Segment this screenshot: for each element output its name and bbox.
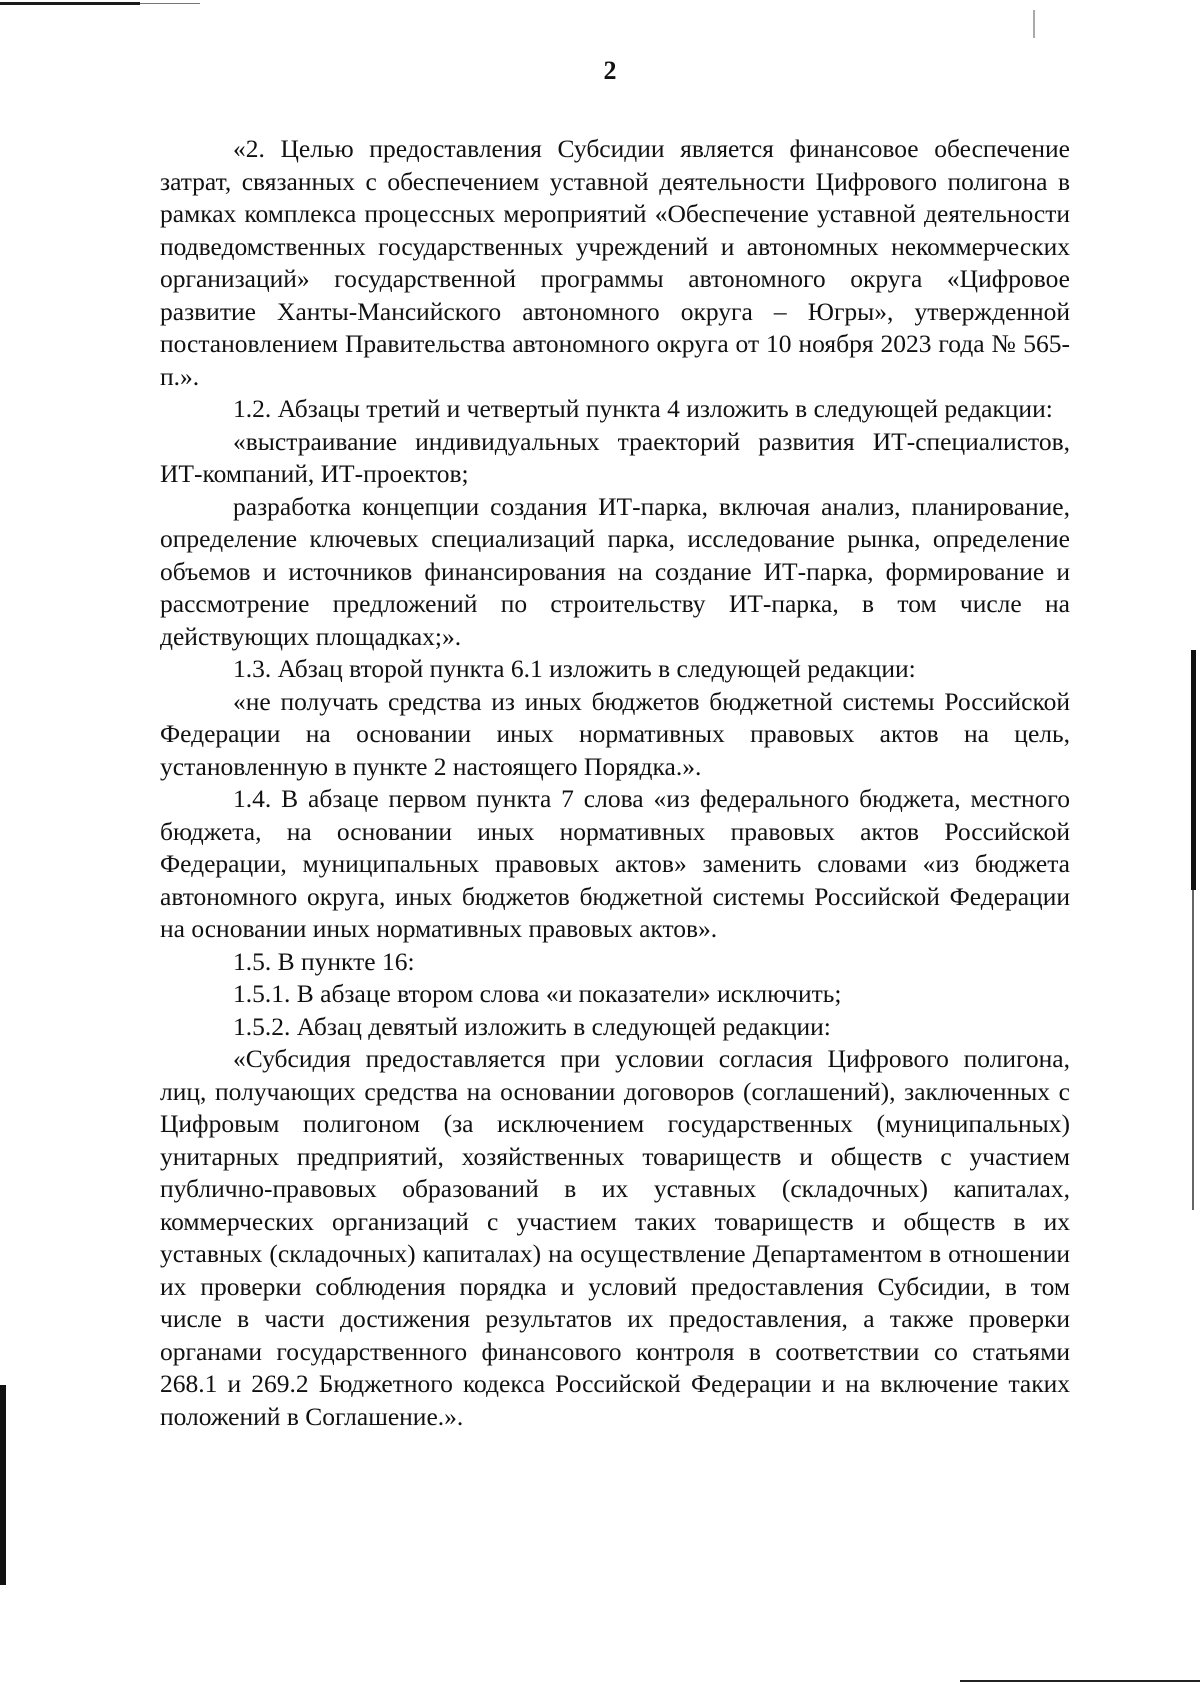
scan-artifact-right-tick bbox=[1033, 10, 1035, 38]
paragraph-1-2-item-1: «выстраивание индивидуальных траекторий развития ИТ-специалистов, ИТ-компаний, ИТ-проектов; bbox=[160, 426, 1070, 488]
scan-artifact-right-bar bbox=[1191, 650, 1196, 890]
scan-artifact-bottom-line bbox=[960, 1680, 1200, 1682]
scan-artifact-top-line bbox=[0, 2, 140, 5]
paragraph-1-3-text: «не получать средства из иных бюджетов бюджетной системы Российской Федерации на основании иных нормативных правовых актов на цель, установленную в пункте 2 настоящего Порядка.». bbox=[160, 686, 1070, 781]
paragraph-1-5-1: 1.5.1. В абзаце втором слова «и показатели» исключить; bbox=[233, 979, 842, 1008]
paragraph-1-5-2-text: «Субсидия предоставляется при условии согласия Цифрового полигона, лиц, получающих средства на основании договоров (соглашений), заключенных с Цифровым полигоном (за исключением государственных (муниципальных) унитарных предприятий, хозяйственных товариществ и обществ с участием публично-правовых образований в их уставных (складочных) капиталах, коммерческих организаций с участием таких товариществ и обществ в их уставных (складочных) капиталах) на осуществление Департаментом в отношении их проверки соблюдения порядка и условий предоставления Субсидии, в том числе в части достижения результатов их предоставления, а также проверки органами государственного финансового контроля в соответствии со статьями 268.1 и 269.2 Бюджетного кодекса Российской Федерации и на включение таких положений в Соглашение.». bbox=[160, 1044, 1070, 1431]
paragraph-1-4: 1.4. В абзаце первом пункта 7 слова «из федерального бюджета, местного бюджета, на основании иных нормативных правовых актов Российской Федерации, муниципальных правовых актов» заменить словами «из бюджета автономного округа, иных бюджетов бюджетной системы Российской Федерации на основании иных нормативных правовых актов». bbox=[160, 784, 1070, 943]
page-number: 2 bbox=[603, 56, 617, 85]
paragraph-1-5-2: 1.5.2. Абзац девятый изложить в следующей редакции: bbox=[233, 1011, 831, 1041]
paragraph-purpose: «2. Целью предоставления Субсидии является финансовое обеспечение затрат, связанных с обеспечением уставной деятельности Цифрового полигона в рамках комплекса процессных мероприятий «Обеспечение уставной деятельности подведомственных государственных учреждений и автономных некоммерческих организаций» государственной программы автономного округа «Цифровое развитие Ханты-Мансийского автономного округа – Югры», утвержденной постановлением Правительства автономного округа от 10 ноября 2023 года № 565-п.». bbox=[160, 134, 1070, 391]
scan-artifact-right-bar-thin bbox=[1192, 890, 1194, 1210]
paragraph-1-2: 1.2. Абзацы третий и четвертый пункта 4 изложить в следующей редакции: bbox=[233, 394, 1053, 423]
paragraph-1-5: 1.5. В пункте 16: bbox=[233, 946, 415, 976]
paragraph-1-3: 1.3. Абзац второй пункта 6.1 изложить в следующей редакции: bbox=[233, 654, 916, 683]
paragraph-1-2-item-2: разработка концепции создания ИТ-парка, включая анализ, планирование, определение ключевых специализаций парка, исследование рынка, определение объемов и источников финансирования на создание ИТ-парка, формирование и рассмотрение предложений по строительству ИТ-парка, в том числе на действующих площадках;». bbox=[160, 491, 1070, 651]
scan-artifact-left-bar bbox=[0, 1385, 6, 1585]
scan-artifact-top-line-thin bbox=[140, 3, 200, 4]
document-body bbox=[160, 133, 1070, 1433]
